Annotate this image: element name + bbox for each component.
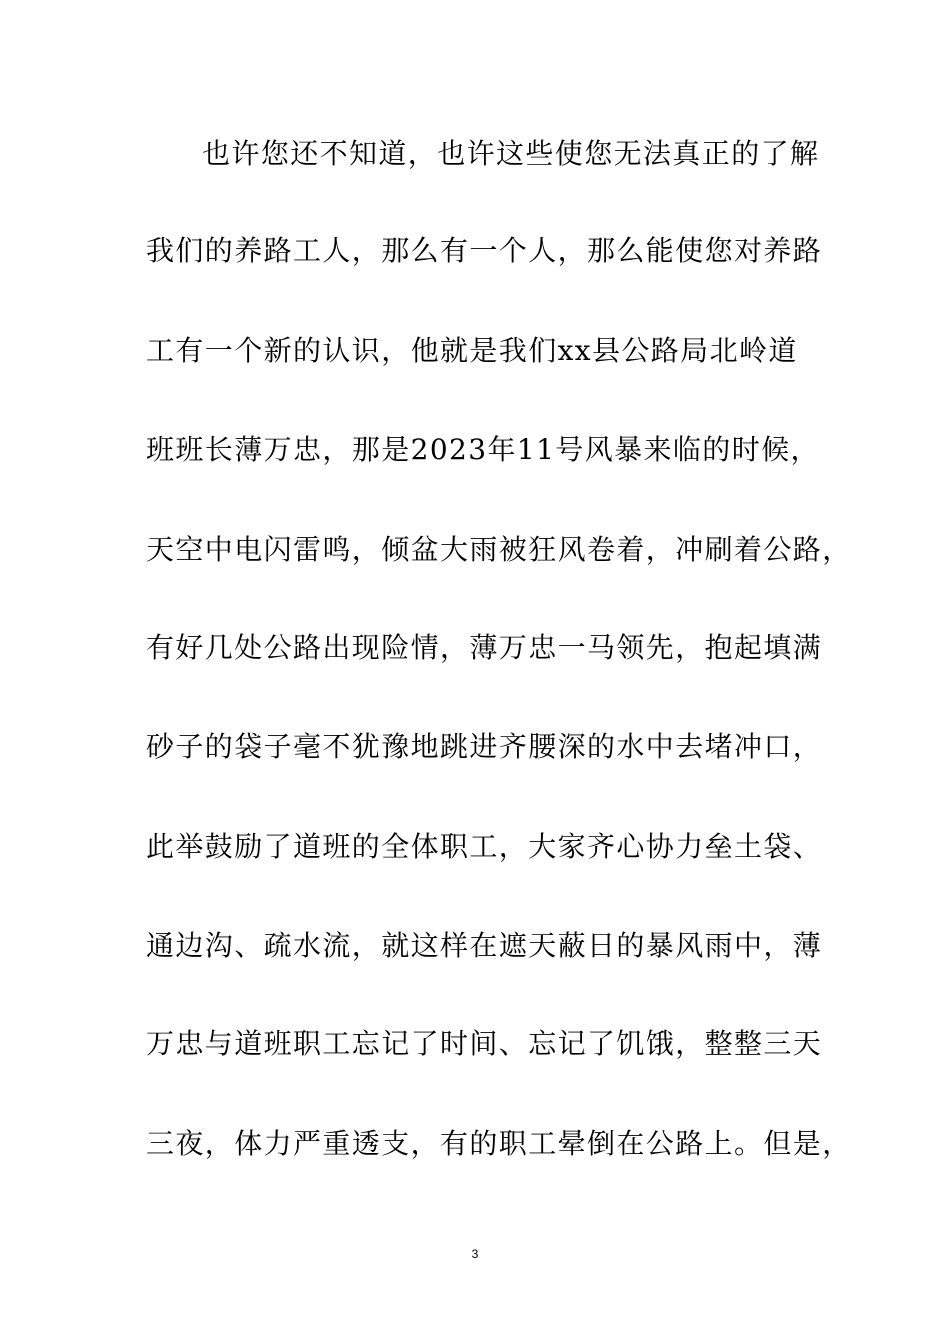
paragraph-line-10: 万忠与道班职工忘记了时间、忘记了饥饿，整整三天 (146, 1027, 823, 1060)
page-number: 3 (471, 1247, 479, 1261)
paragraph-line-9: 通边沟、疏水流，就这样在遮天蔽日的暴风雨中，薄 (146, 929, 823, 962)
paragraph-line-11: 三夜，体力严重透支，有的职工晕倒在公路上。但是， (146, 1127, 852, 1160)
paragraph-line-5: 天空中电闪雷鸣，倾盆大雨被狂风卷着，冲刷着公路， (146, 533, 852, 566)
paragraph-line-1: 也许您还不知道，也许这些使您无法真正的了解 (202, 137, 820, 170)
paragraph-line-4: 班班长薄万忠，那是2023年11号风暴来临的时候， (146, 433, 820, 466)
paragraph-line-6: 有好几处公路出现险情，薄万忠一马领先，抱起填满 (146, 631, 823, 664)
paragraph-line-8: 此举鼓励了道班的全体职工，大家齐心协力垒土袋、 (146, 830, 823, 863)
paragraph-line-7: 砂子的袋子毫不犹豫地跳进齐腰深的水中去堵冲口， (146, 730, 823, 763)
paragraph-line-2: 我们的养路工人，那么有一个人，那么能使您对养路 (146, 234, 823, 267)
paragraph-line-3: 工有一个新的认识，他就是我们xx县公路局北岭道 (146, 334, 798, 367)
